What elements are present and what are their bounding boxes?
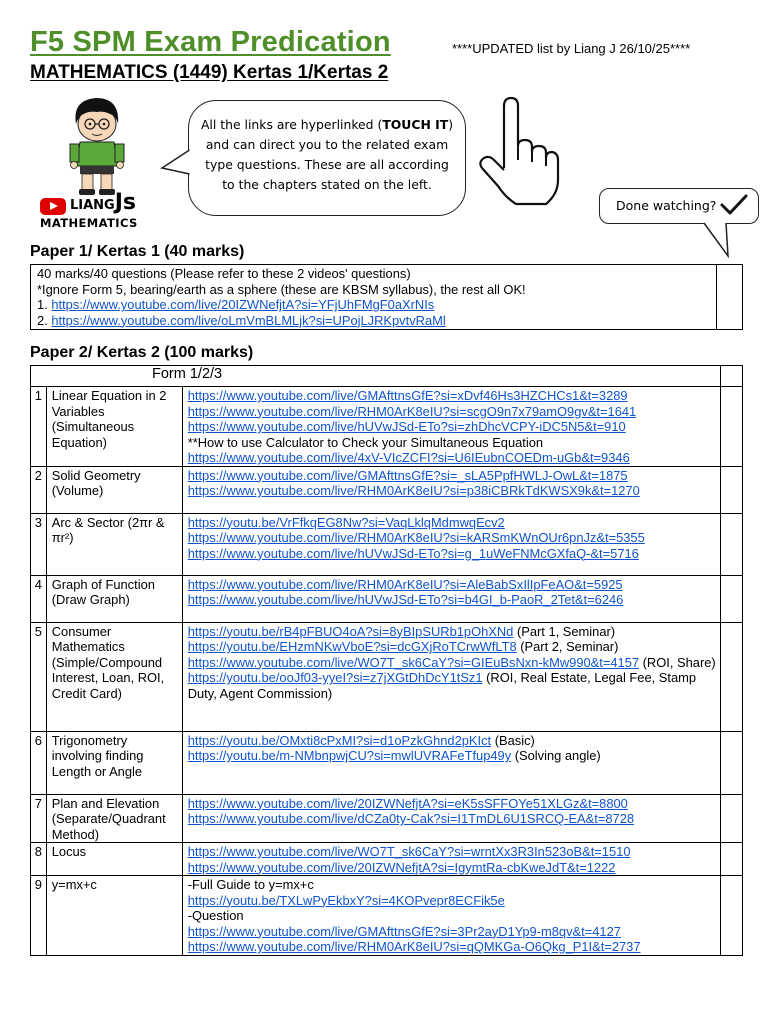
video-link[interactable]: https://www.youtube.com/live/GMAfttnsGfE?si=3Pr2ayD1Yp9-m8qv&t=4127 — [187, 923, 621, 939]
video-link[interactable]: https://youtu.be/ooJf03-yyeI?si=z7jXGtDhDcY1tSz1 — [187, 670, 483, 685]
form-label-cell — [31, 366, 721, 387]
topic-links — [182, 575, 720, 622]
page-title: F5 SPM Exam Predication — [30, 26, 391, 58]
link-line — [188, 748, 716, 764]
check-cell — [720, 387, 742, 467]
topic-row — [31, 794, 743, 843]
check-cell — [720, 843, 742, 876]
check-cell — [720, 513, 742, 575]
topic-links — [182, 387, 720, 467]
link-line — [188, 388, 716, 404]
paper1-line-1: 40 marks/40 questions (Please refer to these 2 videos' questions) — [37, 266, 411, 281]
video-link[interactable]: https://www.youtube.com/live/RHM0ArK8eIU?si=kARSmKWnOUr6pnJz&t=5355 — [187, 530, 645, 545]
link-line — [188, 877, 716, 893]
video-link[interactable]: https://youtu.be/EHzmNKwVboE?si=dcGXjRoTCrwWfLT8 — [187, 639, 517, 654]
topic-number: 6 — [31, 731, 47, 794]
video-link[interactable]: https://youtu.be/VrFfkqEG8Nw?si=VaqLklqMdmwqEcv2 — [187, 514, 505, 530]
paper1-table — [30, 264, 743, 330]
link-line — [188, 577, 716, 593]
video-link[interactable]: https://www.youtube.com/live/hUVwJSd-ETo?si=g_1uWeFNMcGXfaQ-&t=5716 — [187, 545, 639, 561]
topic-number: 8 — [31, 843, 47, 876]
logo-text-mathematics: MATHEMATICS — [40, 216, 138, 230]
updated-note: ****UPDATED list by Liang J 26/10/25**** — [452, 41, 691, 56]
topic-links — [182, 876, 720, 956]
paper1-cell — [31, 265, 717, 330]
topic-number: 5 — [31, 622, 47, 731]
video-link[interactable]: https://youtu.be/rB4pFBUO4oA?si=8yBIpSURb1pOhXNd — [187, 623, 514, 639]
link-line — [188, 908, 716, 924]
link-line — [188, 811, 716, 827]
check-cell — [720, 731, 742, 794]
link-line — [188, 655, 716, 671]
link-line — [188, 546, 716, 562]
topic-links — [182, 794, 720, 843]
topic-links — [182, 731, 720, 794]
form-label: Form 1/2/3 — [152, 366, 223, 382]
topic-number: 2 — [31, 466, 47, 513]
instruction-text: **How to use Calculator to Check your Simultaneous Equation — [187, 434, 544, 450]
video-link[interactable]: https://youtu.be/OMxti8cPxMI?si=d1oPzkGhnd2pKIct — [187, 732, 492, 748]
video-link[interactable]: https://www.youtube.com/live/20IZWNefjtA?si=IgymtRa-cbKweJdT&t=1222 — [187, 859, 616, 875]
link-line — [188, 860, 716, 876]
link-line — [188, 733, 716, 749]
link-line — [188, 483, 716, 499]
cartoon-avatar — [62, 94, 132, 198]
topic-name: Solid Geometry (Volume) — [46, 466, 182, 513]
link-line — [188, 796, 716, 812]
paper1-link-2[interactable]: https://www.youtube.com/live/oLmVmBLMLjk?si=UPojLJRKpvtvRaMl — [51, 312, 446, 328]
topic-number: 4 — [31, 575, 47, 622]
link-line — [188, 924, 716, 940]
paper1-link-1-prefix: 1. — [37, 297, 52, 312]
topic-number: 1 — [31, 387, 47, 467]
form-check-cell — [720, 366, 742, 387]
topic-name: Locus — [46, 843, 182, 876]
link-line — [188, 939, 716, 955]
topic-row — [31, 876, 743, 956]
link-note: (Part 1, Seminar) — [513, 623, 616, 639]
link-line — [188, 419, 716, 435]
topic-links — [182, 843, 720, 876]
paper2-heading: Paper 2/ Kertas 2 (100 marks) — [30, 344, 254, 361]
bubble-line-3: type questions. These are all according — [205, 157, 449, 172]
video-link[interactable]: https://www.youtube.com/live/dCZa0ty-Cak?si=I1TmDL6U1SRCQ-EA&t=8728 — [187, 811, 635, 826]
logo-text-liang: LIANG — [70, 198, 115, 213]
video-link[interactable]: https://www.youtube.com/live/20IZWNefjtA?si=eK5sSFFOYe51XLGz&t=8800 — [187, 795, 628, 811]
instruction-text: -Full Guide to y=mx+c — [187, 877, 314, 892]
done-watching-text: Done watching? — [616, 198, 717, 213]
video-link[interactable]: https://www.youtube.com/live/RHM0ArK8eIU?si=scgO9n7x79amO9gv&t=1641 — [187, 403, 637, 419]
video-link[interactable]: https://www.youtube.com/live/RHM0ArK8eIU?si=p38iCBRkTdKWSX9k&t=1270 — [187, 483, 640, 498]
check-cell — [720, 794, 742, 843]
video-link[interactable]: https://youtu.be/TXLwPyEkbxY?si=4KOPvepr8ECFik5e — [187, 892, 505, 908]
link-line — [188, 670, 716, 701]
paper1-check-cell — [717, 265, 743, 330]
topic-name: Plan and Elevation (Separate/Quadrant Method) — [46, 794, 182, 843]
paper2-table — [30, 365, 743, 956]
link-note: (ROI, Share) — [639, 654, 716, 670]
channel-logo — [40, 190, 150, 233]
topic-number: 3 — [31, 513, 47, 575]
bubble-text-a: All the links are hyperlinked ( — [200, 117, 383, 132]
bubble-tail — [160, 148, 192, 180]
video-link[interactable]: https://www.youtube.com/live/GMAfttnsGfE?si=_sLA5PpfHWLJ-OwL&t=1875 — [187, 467, 628, 483]
topic-number: 9 — [31, 876, 47, 956]
topic-links — [182, 622, 720, 731]
paper1-line-2: *Ignore Form 5, bearing/earth as a sphere (these are KBSM syllabus), the rest all OK! — [37, 281, 526, 297]
instruction-text: -Question — [187, 908, 244, 923]
pointing-hand-icon — [476, 94, 560, 212]
link-note: (Solving angle) — [511, 748, 601, 763]
bubble-text-b: ) — [448, 117, 454, 132]
link-note: (Basic) — [491, 732, 535, 748]
paper1-link-1[interactable]: https://www.youtube.com/live/20IZWNefjtA?si=YFjUhFMgF0aXrNIs — [51, 297, 435, 312]
video-link[interactable]: https://www.youtube.com/live/hUVwJSd-ETo?si=zhDhcVCPY-iDC5N5&t=910 — [187, 419, 626, 434]
topic-row — [31, 513, 743, 575]
page-subtitle: MATHEMATICS (1449) Kertas 1/Kertas 2 — [30, 62, 389, 83]
link-line — [188, 893, 716, 909]
video-link[interactable]: https://www.youtube.com/live/WO7T_sk6CaY?si=GIEuBsNxn-kMw990&t=4157 — [187, 654, 640, 670]
bubble-line-2: and can direct you to the related exam — [205, 137, 449, 152]
link-line — [188, 624, 716, 640]
topic-name: y=mx+c — [46, 876, 182, 956]
video-link[interactable]: https://www.youtube.com/live/GMAfttnsGfE?si=xDvf46Hs3HZCHCs1&t=3289 — [187, 388, 628, 403]
topic-row — [31, 843, 743, 876]
bubble-bold-text: TOUCH IT — [382, 117, 449, 132]
link-note: (Part 2, Seminar) — [516, 639, 619, 654]
topic-row — [31, 622, 743, 731]
topic-name: Trigonometry involving finding Length or Angle — [46, 731, 182, 794]
topic-name: Arc & Sector (2πr & πr²) — [46, 513, 182, 575]
link-note: (ROI, Real Estate, Legal Fee, Stamp Duty, Agent Commission) — [187, 670, 697, 701]
topic-name: Consumer Mathematics (Simple/Compound Interest, Loan, ROI, Credit Card) — [46, 622, 182, 731]
paper1-link-2-prefix: 2. — [37, 312, 52, 328]
topic-row — [31, 731, 743, 794]
youtube-play-icon — [40, 198, 66, 215]
logo-text-js: Js — [114, 190, 137, 215]
link-line — [188, 639, 716, 655]
topic-row — [31, 387, 743, 467]
bubble-line-4: to the chapters stated on the left. — [222, 177, 432, 192]
topic-links — [182, 466, 720, 513]
link-line — [188, 844, 716, 860]
topic-row — [31, 466, 743, 513]
topic-name: Graph of Function (Draw Graph) — [46, 575, 182, 622]
check-cell — [720, 575, 742, 622]
link-line — [188, 450, 716, 466]
video-link[interactable]: https://www.youtube.com/live/RHM0ArK8eIU?si=qQMKGa-O6Qkg_P1I&t=2737 — [187, 939, 641, 954]
video-link[interactable]: https://www.youtube.com/live/RHM0ArK8eIU?si=AleBabSxIlIpFeAO&t=5925 — [187, 576, 623, 592]
topic-name: Linear Equation in 2 Variables (Simultaneous Equation) — [46, 387, 182, 467]
done-bubble-tail — [700, 222, 732, 258]
check-cell — [720, 876, 742, 956]
topic-number: 7 — [31, 794, 47, 843]
link-line — [188, 468, 716, 484]
video-link[interactable]: https://youtu.be/m-NMbnpwjCU?si=mwlUVRAFeTfup49y — [187, 748, 512, 763]
topic-row — [31, 575, 743, 622]
video-link[interactable]: https://www.youtube.com/live/WO7T_sk6CaY?si=wrntXx3R3In523oB&t=1510 — [187, 844, 631, 859]
topic-links — [182, 513, 720, 575]
link-line — [188, 404, 716, 420]
link-line — [188, 435, 716, 451]
video-link[interactable]: https://www.youtube.com/live/hUVwJSd-ETo?si=b4GI_b-PaoR_2Tet&t=6246 — [187, 592, 624, 607]
paper1-heading: Paper 1/ Kertas 1 (40 marks) — [30, 243, 245, 260]
checkmark-icon — [719, 193, 749, 217]
check-cell — [720, 466, 742, 513]
video-link[interactable]: https://www.youtube.com/live/4xV-VIcZCFI?si=U6IEubnCOEDm-uGb&t=9346 — [187, 450, 630, 465]
check-cell — [720, 622, 742, 731]
info-speech-bubble — [188, 100, 466, 216]
link-line — [188, 515, 716, 531]
link-line — [188, 592, 716, 608]
link-line — [188, 530, 716, 546]
